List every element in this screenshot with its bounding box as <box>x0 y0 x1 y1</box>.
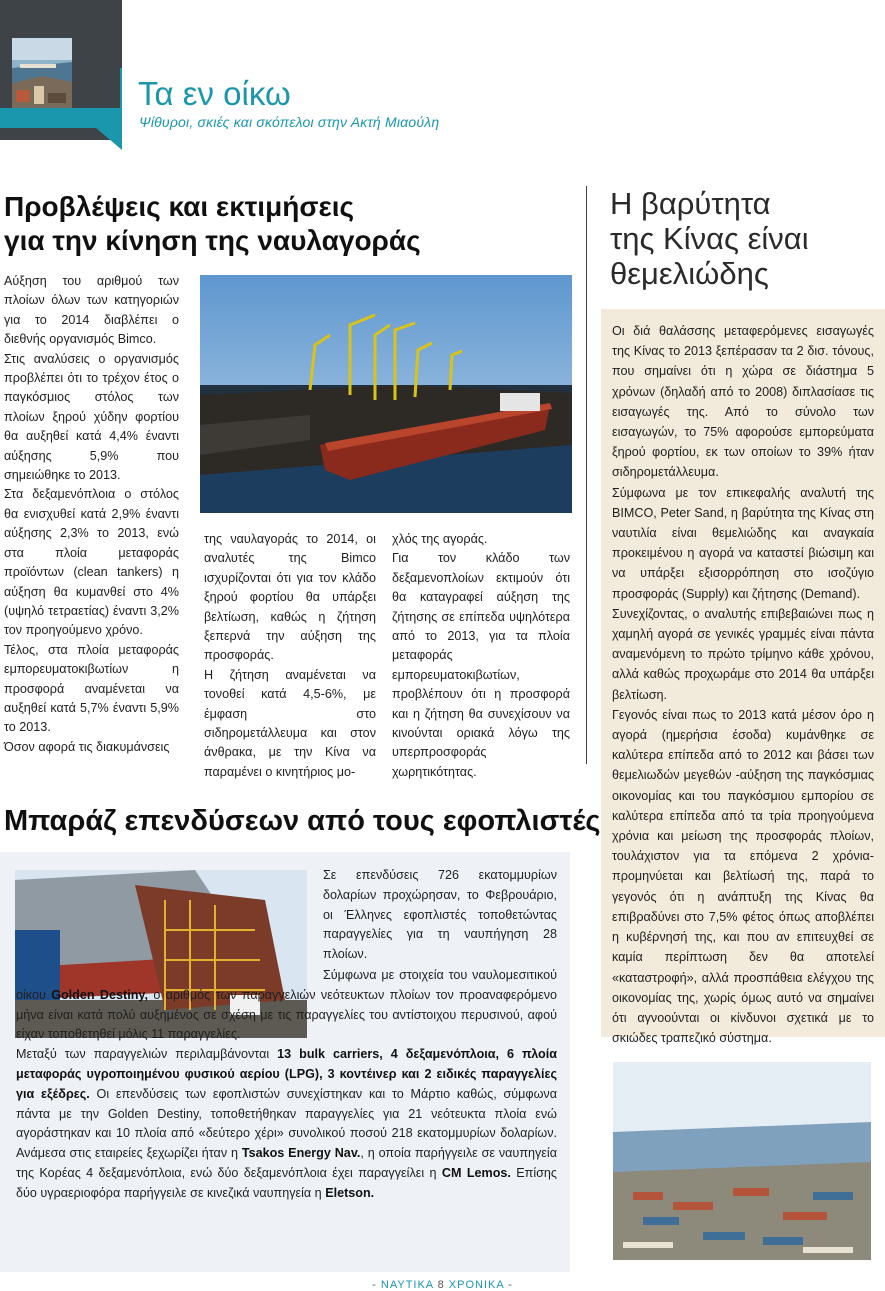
page-footer: - ΝΑΥΤΙΚΑ 8 ΧΡΟΝΙΚΑ - <box>372 1279 513 1291</box>
article2-intro: Σε επενδύσεις 726 εκατομμυρίων δολαρίων προχώρησαν, το Φεβρουάριο, οι Έλληνες εφοπλιστές τοποθετώντας παραγγελίες για τη ναυπήγηση 28 πλοίων. <box>323 868 557 962</box>
article2-paragraph-2: Σύμφωνα με στοιχεία του ναυλομεσιτικού οίκου Golden Destiny, ο αριθμός των παραγγελιών νεότευκτων πλοίων τον προαναφερόμενο μήνα είναι κατά πολύ αυξημένος σε σχέση με τις παραγγελίες του αντίστοιχου περυσινού, αφού είχαν τοποθετηθεί μόλις 11 παραγγελίες. <box>16 968 557 1042</box>
port-cargo-ship-image <box>200 275 572 513</box>
column-divider <box>586 186 587 764</box>
article1-headline: Προβλέψεις και εκτιμήσεις για την κίνηση της ναυλαγοράς <box>4 191 421 256</box>
sidebar-title: Η βαρύτητα της Κίνας είναι θεμελιώδης <box>610 186 809 291</box>
sidebar-text: Οι διά θαλάσσης μεταφερόμενες εισαγωγές της Κίνας το 2013 ξεπέρασαν τα 2 δισ. τόνους, που σημαίνει ότι η χώρα σε διάστημα 5 χρόνων (δηλαδή από το 2008) διπλασίασε τις εισαγωγές της. Από το σύνολο των εισαγωγών, το 75% αφορούσε εμπορεύματα ξηρού φορτίου, εκ των οποίων το 39% ήταν σιδηρομετάλλευμα. Σύμφωνα με τον επικεφαλής αναλυτή της BIMCO, Peter Sand, η βαρύτητα της Κίνας στη ναυτιλία είναι θεμελιώδης και αναγκαία προκειμένου η αγορά να καταστεί βιώσιμη και να υπάρξει εξισορρόπηση στο ισοζύγιο προσφοράς (Supply) και ζήτησης (Demand). Συνεχίζοντας, ο αναλυτής επιβεβαιώνει πως η χαμηλή αγορά σε γενικές γραμμές είναι πάντα αναμενόμενη το πρώτο τρίμηνο κάθε χρόνου, αλλά καθώς προχωράμε στο 2014 θα υπάρξει βελτίωση. Γεγονός είναι πως το 2013 κατά μέσον όρο η αγορά (ημερήσια έσοδα) κυμάνθηκε σε καλύτερα επίπεδα από το 2012 και βάσει των θεμελιωδών μεγεθών -αύξηση της παγκόσμιας οικονομίας και του παγκόσμιου εμπορίου σε καλύτερα επίπεδα από τα τρία προηγούμενα χρόνια και μείωση της προσφοράς πλοίων, τουλάχιστον για τα επόμενα 2 χρόνια- προμηνύεται και βελτίωσή της, παρά το γεγονός ότι η ανάπτυξη της Κίνας θα επιβραδύνει στο 7,5% φέτος όπως αποβλέπει η κυβέρνησή της, και που αν επιτευχθεί σε καμία περίπτωση δεν θα αποτελεί «καταστροφή», αλλά προσπάθεια ελέγχου της οικονομίας της, χωρίς όμως αυτό να σημαίνει ότι αγνοούνται οι κίνδυνοι σχετικά με το σκιώδες τραπεζικό σύστημα. <box>612 324 874 1046</box>
container-port-aerial-image <box>613 1062 871 1260</box>
section-title: Τα εν οίκω <box>138 75 291 112</box>
page-number: 8 <box>437 1279 445 1291</box>
article2-paragraph-3: Μεταξύ των παραγγελιών περιλαμβάνονται 13 bulk carriers, 4 δεξαμενόπλοια, 6 πλοία μεταφοράς υγροποιημένου φυσικού αερίου (LPG), 3 κοντέινερ και 2 ειδικές παραγγελίες για εξέδρες. Οι επενδύσεις των εφοπλιστών συνεχίστηκαν και το Μάρτιο καθώς, σύμφωνα πάντα με την Golden Destiny, τοποθετήθηκαν παραγγελίες για 21 νεότευκτα πλοία ενώ αγοράστηκαν και 10 πλοία από «δεύτερο χέρι» συνολικού ποσού 218 εκατομμυρίων δολαρίων. Ανάμεσα στις εταιρείες ξεχωρίζει ήταν η Tsakos Energy Nav., η οποία παρήγγειλε σε ναυπηγεία της Κορέας 4 δεξαμενόπλοια, ενώ δύο δεξαμενόπλοια έχει παραγγείλει η CM Lemos. Επίσης δύο υγραεριοφόρα παρήγγειλε σε κινεζικά ναυπηγεία η Eletson. <box>16 1047 558 1200</box>
section-subtitle: Ψίθυροι, σκιές και σκόπελοι στην Ακτή Μιαούλη <box>139 114 440 130</box>
article1-column-2: της ναυλαγοράς το 2014, οι αναλυτές της Bimco ισχυρίζονται ότι για τον κλάδο ξηρού φορτίου θα υπάρξει βελτίωση, καθώς η ζήτηση ξεπερνά την αύξηση της προσφοράς. Η ζήτηση αναμένεται να τονοθεί κατά 4,5-6%, με έμφαση στο σιδηρομετάλλευμα και στον άνθρακα, με την Κίνα να παραμένει ο κινητήριος μο- <box>204 532 376 779</box>
article2-headline: Μπαράζ επενδύσεων από τους εφοπλιστές <box>4 805 601 837</box>
article1-column-1: Αύξηση του αριθμού των πλοίων όλων των κατηγοριών για το 2014 διαβλέπει ο διεθνής οργανισμός Bimco. Στις αναλύσεις ο οργανισμός προβλέπει ότι το τρέχον έτος ο παγκόσμιος στόλος των πλοίων ξηρού χύδην φορτίου θα αυξηθεί κατά 4,4% έναντι αύξησης 5,9% που σημειώθηκε το 2013. Στα δεξαμενόπλοια ο στόλος θα ενισχυθεί κατά 2,9% έναντι αύξησης 2,3% το 2013, ενώ στα πλοία μεταφοράς προϊόντων (clean tankers) η αύξηση θα κυμανθεί στο 4% (υψηλό τετραετίας) έναντι 3,2% τον προηγούμενο χρόνο. Τέλος, στα πλοία μεταφοράς εμπορευματοκιβωτίων η προσφορά αναμένεται να αυξηθεί κατά 5,7% έναντι 5,9% το 2013. Όσον αφορά τις διακυμάνσεις <box>4 274 179 754</box>
article1-column-3: χλός της αγοράς. Για τον κλάδο των δεξαμενοπλοίων εκτιμούν ότι θα καταγραφεί αύξηση της ζήτησης σε επίπεδα υψηλότερα από το 2013, για τα πλοία μεταφοράς εμπορευματοκιβωτίων, προβλέπουν ότι η προσφορά και η ζήτηση θα συνεχίσουν να κινούνται οριακά λόγω της υπερπροσφοράς χωρητικότητας. <box>392 532 570 779</box>
article2-body <box>16 966 557 1204</box>
harbor-thumbnail-image <box>12 38 72 110</box>
header-teal-corner <box>0 108 122 150</box>
